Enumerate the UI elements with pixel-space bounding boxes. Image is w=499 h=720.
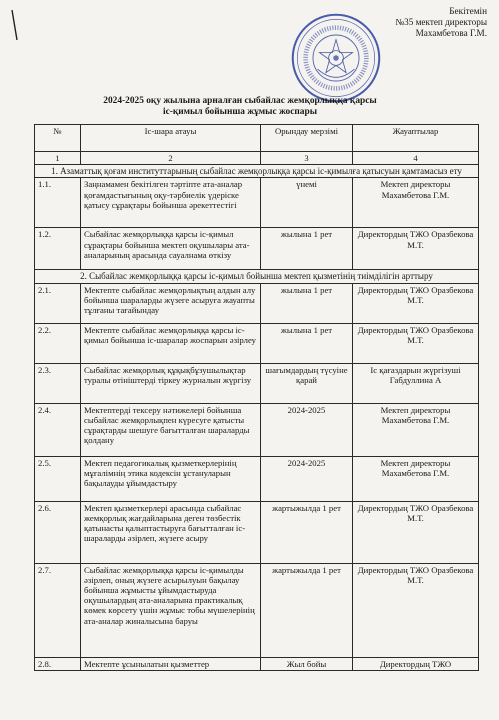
row-responsible: Мектеп директоры Махамбетова Г.М. xyxy=(353,403,479,456)
row-period: жартыжылда 1 рет xyxy=(261,563,353,657)
table-row xyxy=(35,501,479,563)
row-period: жылына 1 рет xyxy=(261,283,353,323)
row-number: 2.5. xyxy=(35,456,81,501)
row-responsible: Директордың ТЖО Оразбекова М.Т. xyxy=(353,323,479,363)
column-number-2: 2 xyxy=(81,152,261,165)
approval-school: №35 мектеп директоры xyxy=(395,17,487,27)
row-period: шағымдардың түсуіне қарай xyxy=(261,363,353,403)
action-plan-table xyxy=(34,124,479,671)
table-row xyxy=(35,363,479,403)
column-number-4: 4 xyxy=(353,152,479,165)
row-event: Сыбайлас жемқорлық құқықбұзушылықтар туралы өтініштерді тіркеу журналын жүргізу xyxy=(81,363,261,403)
official-seal-icon xyxy=(290,12,382,104)
title-line-2: іс-қимыл бойынша жұмыс жоспары xyxy=(162,107,318,117)
header-number: № xyxy=(35,125,81,152)
table-row xyxy=(35,323,479,363)
section-title: 2. Сыбайлас жемқорлыққа қарсы іс-қимыл бойынша мектеп қызметінің тиімділігін арттыру xyxy=(35,270,479,283)
title-line-1: 2024-2025 оқу жылына арналған сыбайлас жемқорлыққа қарсы xyxy=(103,96,377,106)
header-period: Орындау мерзімі xyxy=(261,125,353,152)
row-responsible: Директордың ТЖО Оразбекова М.Т. xyxy=(353,563,479,657)
row-responsible: Мектеп директоры Махамбетова Г.М. xyxy=(353,456,479,501)
header-responsible: Жауаптылар xyxy=(353,125,479,152)
row-number: 2.6. xyxy=(35,501,81,563)
row-responsible: Директордың ТЖО Оразбекова М.Т. xyxy=(353,228,479,270)
approval-word: Бекітемін xyxy=(449,6,487,16)
row-responsible: Директордың ТЖО xyxy=(353,657,479,670)
row-number: 2.7. xyxy=(35,563,81,657)
row-number: 2.1. xyxy=(35,283,81,323)
row-event: Мектепте сыбайлас жемқорлықтың алдын алу бойынша шараларды жүзеге асыруға жауапты тұлғаны тағайындау xyxy=(81,283,261,323)
row-period: Жыл бойы xyxy=(261,657,353,670)
row-responsible: Іс қағаздарын жүргізуші Габдуллина А xyxy=(353,363,479,403)
row-period: жартыжылда 1 рет xyxy=(261,501,353,563)
row-event: Мектепте сыбайлас жемқорлыққа қарсы іс-қимыл бойынша іс-шаралар жоспарын әзірлеу xyxy=(81,323,261,363)
row-responsible: Директордың ТЖО Оразбекова М.Т. xyxy=(353,501,479,563)
approval-director: Махамбетова Г.М. xyxy=(415,28,487,38)
table-row xyxy=(35,228,479,270)
header-event: Іс-шара атауы xyxy=(81,125,261,152)
table-row xyxy=(35,283,479,323)
column-number-1: 1 xyxy=(35,152,81,165)
row-period: үнемі xyxy=(261,178,353,228)
table-row xyxy=(35,657,479,670)
row-number: 2.2. xyxy=(35,323,81,363)
row-event: Мектепте ұсынылатын қызметтер xyxy=(81,657,261,670)
row-number: 1.1. xyxy=(35,178,81,228)
row-number: 2.4. xyxy=(35,403,81,456)
table-row xyxy=(35,178,479,228)
row-event: Мектептерді тексеру нәтижелері бойынша сыбайлас жемқорлықпен күресуге қатысты сұрақтарды шешуге бағытталған шараларды қолдану xyxy=(81,403,261,456)
row-period: жылына 1 рет xyxy=(261,323,353,363)
row-number: 2.8. xyxy=(35,657,81,670)
row-responsible: Директордың ТЖО Оразбекова М.Т. xyxy=(353,283,479,323)
pen-mark xyxy=(10,8,20,42)
row-event: Мектеп қызметкерлері арасында сыбайлас жемқорлық жағдайларына деген төзбестік қатынасты қалыптастыруға бағытталған іс-шараларды әзірлеп, жүзеге асыру xyxy=(81,501,261,563)
row-period: 2024-2025 xyxy=(261,456,353,501)
approval-block xyxy=(395,6,487,39)
table-row xyxy=(35,403,479,456)
table-row xyxy=(35,456,479,501)
row-period: жылына 1 рет xyxy=(261,228,353,270)
column-number-3: 3 xyxy=(261,152,353,165)
row-period: 2024-2025 xyxy=(261,403,353,456)
section-title: 1. Азаматтық қоғам институттарының сыбайлас жемқорлыққа қарсы іс-қимылға қатысуын қамтамасыз ету xyxy=(35,165,479,178)
table-row xyxy=(35,563,479,657)
row-responsible: Мектеп директоры Махамбетова Г.М. xyxy=(353,178,479,228)
row-event: Мектеп педагогикалық қызметкерлерінің мұғалімнің этика кодексін ұстануларын бақылауды ұйымдастыру xyxy=(81,456,261,501)
row-number: 2.3. xyxy=(35,363,81,403)
row-event: Сыбайлас жемқорлыққа қарсы іс-қимыл сұрақтары бойынша мектеп оқушылары ата-аналарының арасында сауалнама өткізу xyxy=(81,228,261,270)
row-number: 1.2. xyxy=(35,228,81,270)
document-title xyxy=(60,96,420,118)
row-event: Заңнамамен бекітілген тәртіпте ата-аналар қоғамдастығының оқу-тәрбиелік үдерiске қатысу сұрақтары бойынша әрекеттестігі xyxy=(81,178,261,228)
row-event: Сыбайлас жемқорлыққа қарсы іс-қимылды әзірлеп, оның жүзеге асырылуын бақылау бойынша жұмысты ұйымдастыруда оқушылардың ата-аналарына практикалық көмек көрсету үшін жұмыс тобы мүшелерінің ата-аналар жиналысына баруы xyxy=(81,563,261,657)
